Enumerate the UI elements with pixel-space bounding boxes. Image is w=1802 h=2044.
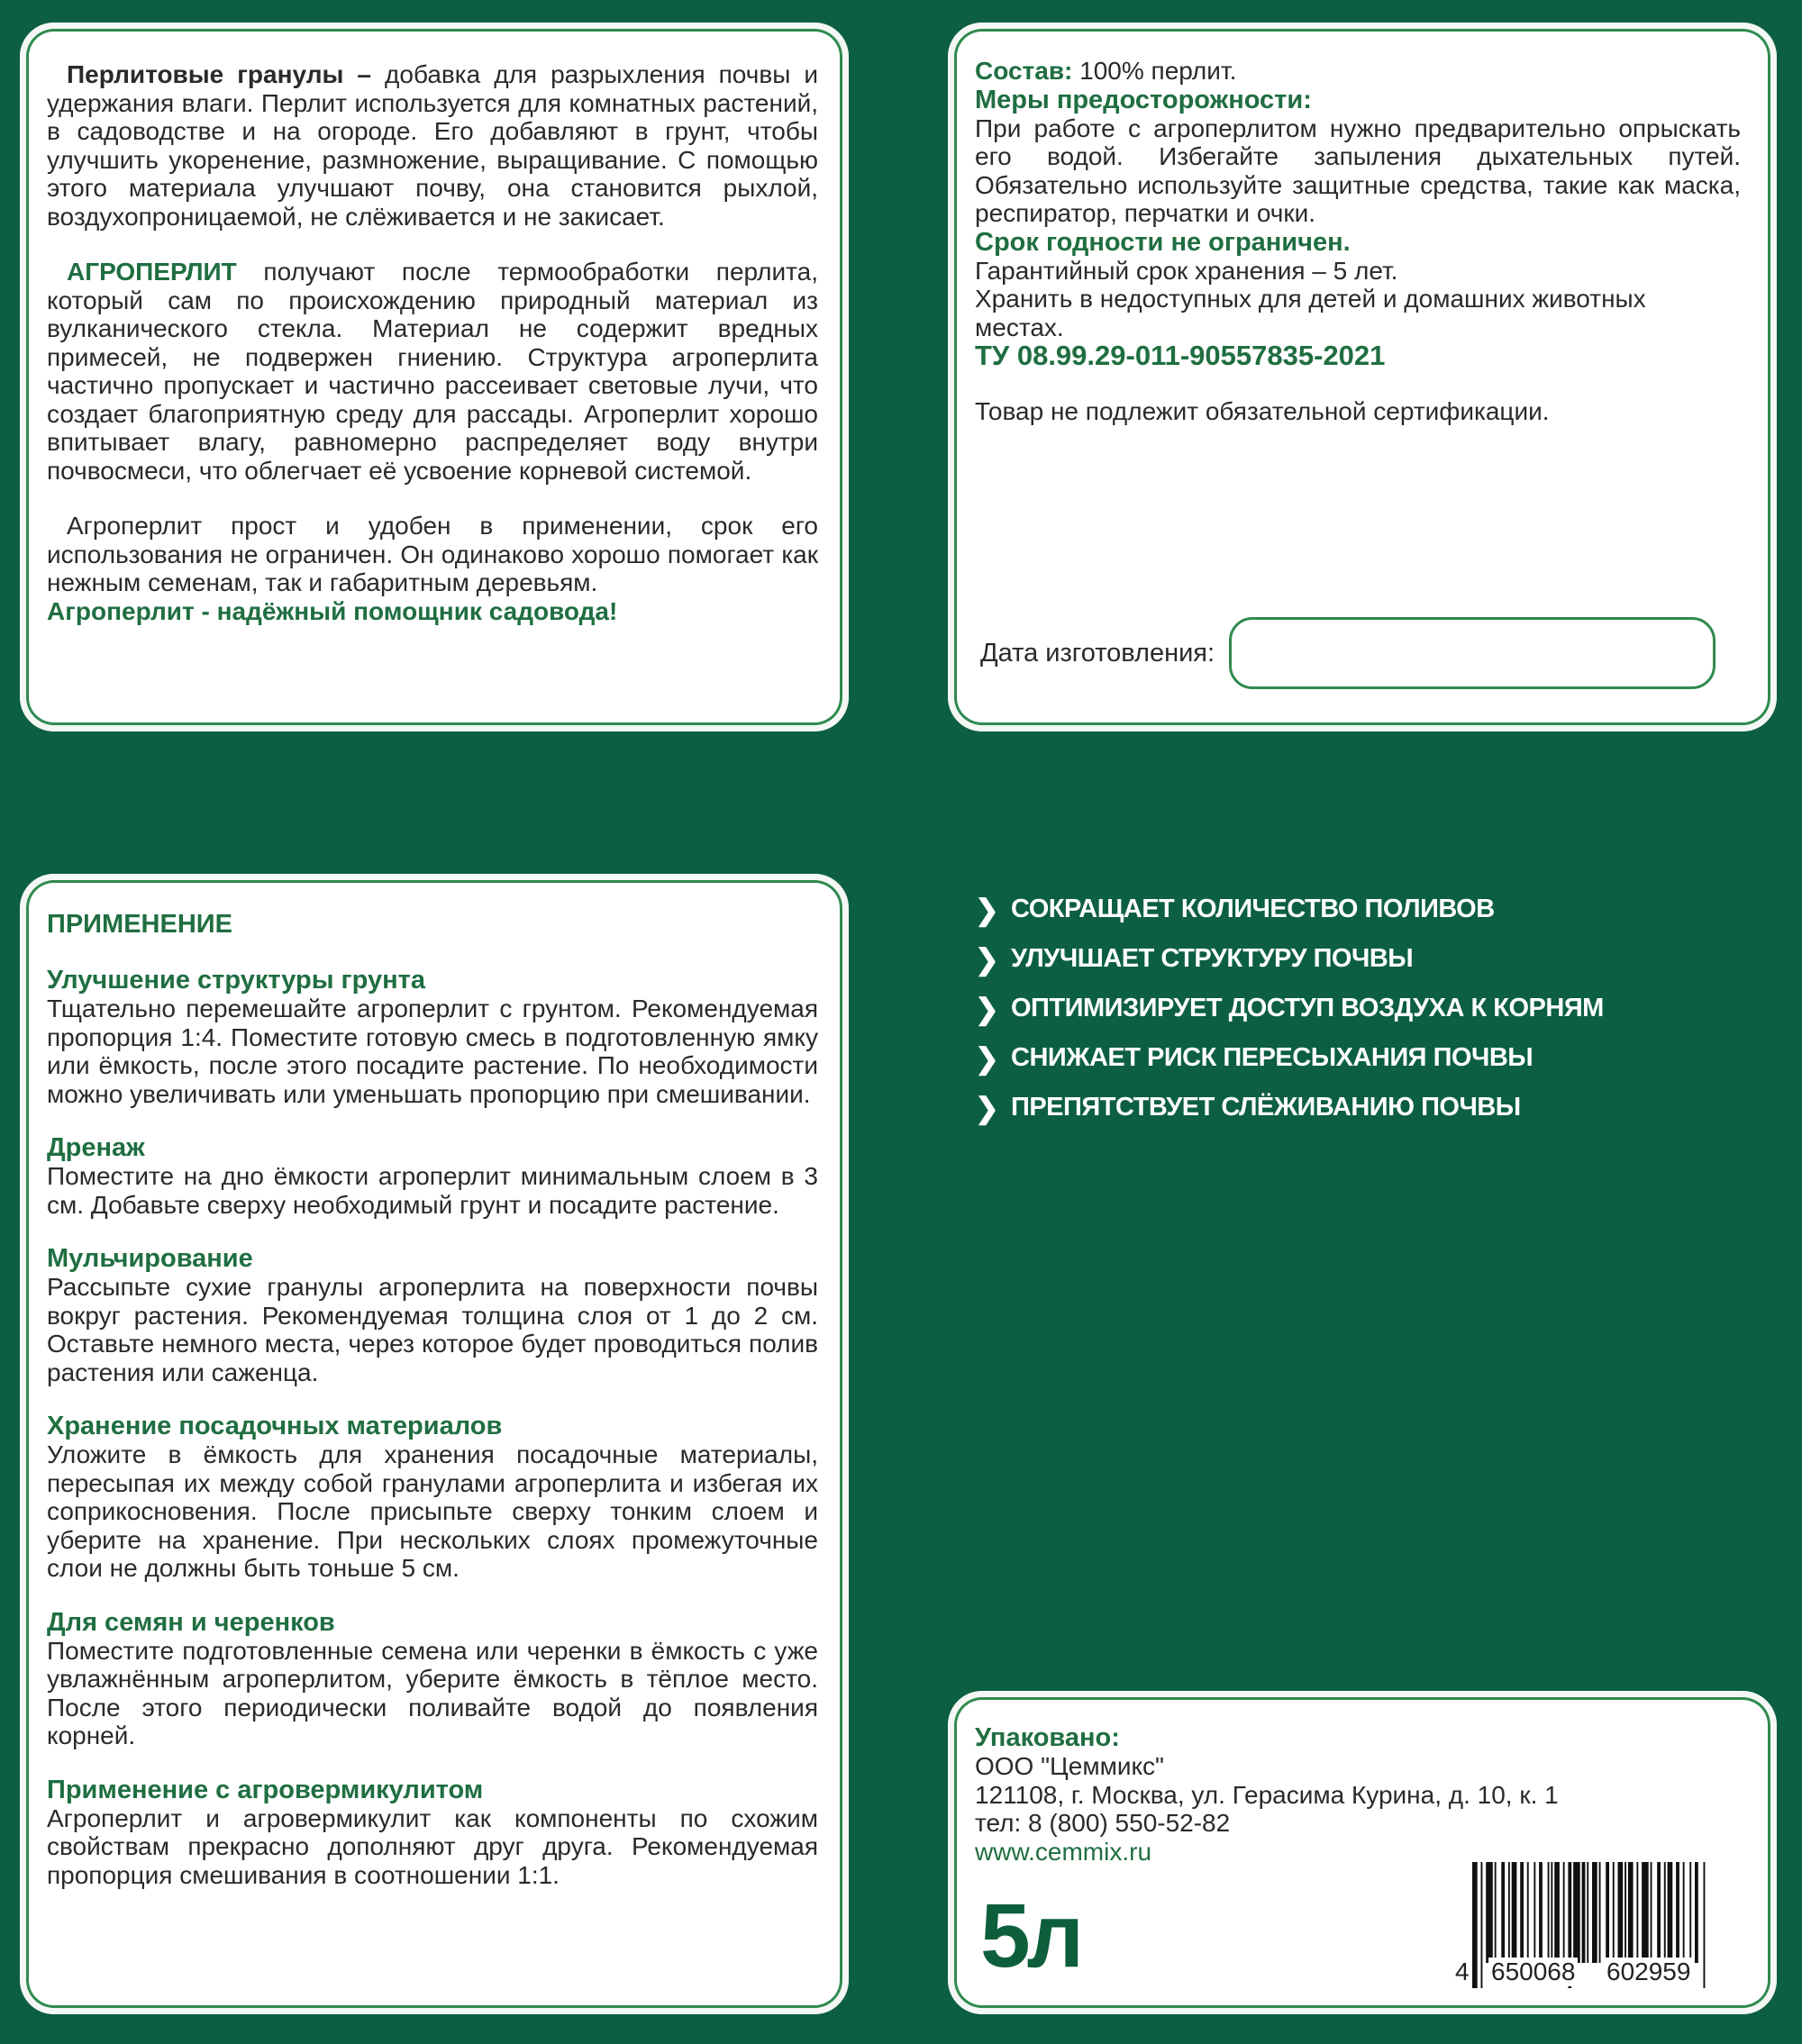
barcode-bar xyxy=(1582,1862,1586,1963)
intro-paragraph-1 xyxy=(47,60,818,231)
benefit-label: СОКРАЩАЕТ КОЛИЧЕСТВО ПОЛИВОВ xyxy=(1011,895,1495,923)
packer-company: ООО "Цеммикс" xyxy=(975,1752,1164,1780)
barcode-bar xyxy=(1695,1862,1698,1963)
barcode-bar xyxy=(1587,1862,1588,1963)
barcode-bar xyxy=(1606,1862,1609,1963)
usage-sections xyxy=(47,966,818,1889)
intro-paragraph-3: Агроперлит прост и удобен в применении, срок его использования не ограничен. Он одинаково хорошо помогает как нежным семенам, так и габаритным деревьям. xyxy=(47,512,818,596)
chevron-right-icon: ❯ xyxy=(975,1091,999,1124)
benefit-label: ПРЕПЯТСТВУЕТ СЛЁЖИВАНИЮ ПОЧВЫ xyxy=(1011,1093,1521,1122)
description-panel xyxy=(20,23,849,731)
benefit-label: УЛУЧШАЕТ СТРУКТУРУ ПОЧВЫ xyxy=(1011,944,1414,973)
barcode-bar xyxy=(1676,1862,1679,1963)
barcode-right-group: 602959 xyxy=(1604,1958,1693,1986)
packer-phone: тел: 8 (800) 550-52-82 xyxy=(975,1809,1231,1837)
benefit-item xyxy=(975,934,1604,984)
benefit-item xyxy=(975,1033,1604,1083)
barcode-bar xyxy=(1651,1862,1652,1963)
usage-section-text: Рассыпьте сухие гранулы агроперлита на поверхности почвы вокруг растения. Рекомендуемая толщина слоя от 1 до 2 см. Оставьте немного места, через которое будет проводиться полив растения или саженца. xyxy=(47,1273,818,1386)
packer-panel xyxy=(948,1691,1777,2014)
usage-section-text: Поместите на дно ёмкости агроперлит минимальным слоем в 3 см. Добавьте сверху необходимый грунт и посадите растение. xyxy=(47,1162,818,1219)
manufacture-date-label: Дата изготовления: xyxy=(980,638,1215,668)
intro-text: получают после термообработки перлита, который сам по происхождению природный материал из вулканического стекла. Материал не содержит вредных примесей, не подвержен гниению. Структура агроперлита частично пропускает и частично рассеивает световые лучи, что создает благоприятную среду для рассады. Агроперлит хорошо впитывает влагу, равномерно распределяет воду внутри почвосмеси, что облегчает её усвоение корневой системой. xyxy=(47,258,818,485)
precautions-title: Меры предосторожности: xyxy=(975,85,1312,114)
barcode-bar xyxy=(1683,1862,1685,1963)
usage-section-title: Для семян и черенков xyxy=(47,1607,335,1637)
benefit-item xyxy=(975,1083,1604,1132)
usage-section-text: Уложите в ёмкость для хранения посадочные материалы, пересыпая их между собой гранулами агроперлита и избегая их соприкосновения. После присыпьте сверху тонким слоем и уберите на хранение. При нескольких слоях промежуточные слои не должны быть тоньше 5 см. xyxy=(47,1440,818,1582)
benefit-label: СНИЖАЕТ РИСК ПЕРЕСЫХАНИЯ ПОЧВЫ xyxy=(1011,1043,1534,1072)
composition-label: Состав: xyxy=(975,57,1073,85)
composition-value: 100% перлит. xyxy=(1072,57,1237,85)
precautions-text: При работе с агроперлитом нужно предварительно опрыскать его водой. Избегайте запыления дыхательных путей. Обязательно используйте защитные средства, такие как маска, респиратор, перчатки и очки. xyxy=(975,114,1741,227)
barcode-bar xyxy=(1508,1862,1510,1963)
storage-line: Хранить в недоступных для детей и домашних животных местах. xyxy=(975,285,1646,341)
benefits-list xyxy=(975,885,1604,1132)
barcode-bar xyxy=(1554,1862,1560,1963)
barcode-bar xyxy=(1618,1862,1624,1963)
chevron-right-icon: ❯ xyxy=(975,942,999,976)
barcode-bar xyxy=(1704,1862,1706,1988)
chevron-right-icon: ❯ xyxy=(975,1041,999,1075)
slogan: Агроперлит - надёжный помощник садовода! xyxy=(47,596,618,625)
usage-section-title: Мульчирование xyxy=(47,1244,253,1273)
barcode-bar xyxy=(1501,1862,1505,1963)
manufacture-date-row xyxy=(980,617,1716,689)
barcode-bar xyxy=(1664,1862,1666,1963)
barcode-bar xyxy=(1563,1862,1565,1963)
barcode-bar xyxy=(1636,1862,1638,1963)
barcode-left-group: 650068 xyxy=(1488,1958,1578,1986)
brand-name: АГРОПЕРЛИТ xyxy=(67,258,237,286)
barcode-bar xyxy=(1592,1862,1597,1963)
usage-section-text: Поместите подготовленные семена или черенки в ёмкость с уже увлажнённым агроперлитом, уберите ёмкость в тёплое место. После этого периодически поливайте водой до появления корней. xyxy=(47,1636,818,1749)
intro-lead: Перлитовые гранулы – xyxy=(67,60,372,88)
shelf-life-line: Гарантийный срок хранения – 5 лет. xyxy=(975,256,1398,285)
barcode-bar xyxy=(1527,1862,1529,1963)
benefit-label: ОПТИМИЗИРУЕТ ДОСТУП ВОЗДУХА К КОРНЯМ xyxy=(1011,994,1604,1022)
barcode-bar xyxy=(1642,1862,1649,1963)
barcode-bar xyxy=(1539,1862,1543,1963)
barcode-bar xyxy=(1512,1862,1517,1963)
packer-title: Упаковано: xyxy=(975,1723,1120,1752)
volume-label: 5л xyxy=(980,1885,1081,1986)
chevron-right-icon: ❯ xyxy=(975,992,999,1025)
usage-section-title: Дренаж xyxy=(47,1133,145,1162)
manufacture-date-field xyxy=(1229,617,1716,689)
barcode-bar xyxy=(1613,1862,1615,1963)
tu-code: ТУ 08.99.29-011-90557835-2021 xyxy=(975,340,1386,371)
intro-paragraph-2 xyxy=(47,258,818,485)
packer-address: 121108, г. Москва, ул. Герасима Курина, д. 10, к. 1 xyxy=(975,1780,1559,1809)
barcode-bar xyxy=(1472,1862,1478,1988)
composition xyxy=(975,57,1741,86)
usage-panel xyxy=(20,874,849,2014)
barcode-bar xyxy=(1520,1862,1524,1963)
barcode-first-digit: 4 xyxy=(1452,1958,1472,1986)
usage-section-text: Тщательно перемешайте агроперлит с грунтом. Рекомендуемая пропорция 1:4. Поместите готовую смесь в подготовленную ямку или ёмкость, после этого посадите растение. По необходимости можно увеличивать или уменьшать пропорцию при смешивании. xyxy=(47,995,818,1108)
usage-section-title: Применение с агровермикулитом xyxy=(47,1775,484,1804)
barcode-bar xyxy=(1551,1862,1552,1963)
barcode-bar xyxy=(1668,1862,1673,1963)
website-link[interactable]: www.cemmix.ru xyxy=(975,1837,1152,1866)
barcode-bar xyxy=(1548,1862,1550,1963)
barcode-bar xyxy=(1481,1862,1483,1988)
shelf-life-title: Срок годности не ограничен. xyxy=(975,227,1351,257)
barcode-bar xyxy=(1599,1862,1601,1963)
barcode-bar xyxy=(1625,1862,1626,1963)
barcode-bar xyxy=(1628,1862,1634,1963)
barcode-bar xyxy=(1689,1862,1691,1963)
barcode-bar xyxy=(1657,1862,1661,1963)
intro-text: добавка для разрыхления почвы и удержания влаги. Перлит используется для комнатных растений, в садоводстве и на огороде. Его добавляют в грунт, чтобы улучшить укоренение, размножение, выращивание. С помощью этого материала улучшают почву, она становится рыхлой, воздухопроницаемой, не слёживается и не закисает. xyxy=(47,60,819,231)
usage-title: ПРИМЕНЕНИЕ xyxy=(47,910,232,939)
certification-note: Товар не подлежит обязательной сертификации. xyxy=(975,397,1550,425)
barcode-bar xyxy=(1486,1862,1493,1963)
benefit-item xyxy=(975,885,1604,934)
barcode-bar xyxy=(1495,1862,1497,1963)
usage-section-title: Улучшение структуры грунта xyxy=(47,966,425,995)
benefit-item xyxy=(975,984,1604,1033)
info-panel xyxy=(948,23,1777,731)
barcode-bar xyxy=(1573,1862,1580,1963)
usage-section-text: Агроперлит и агровермикулит как компоненты по схожим свойствам прекрасно дополняют друг друга. Рекомендуемая пропорция смешивания в соотношении 1:1. xyxy=(47,1803,818,1889)
barcode-bar xyxy=(1534,1862,1535,1963)
usage-section-title: Хранение посадочных материалов xyxy=(47,1412,503,1440)
chevron-right-icon: ❯ xyxy=(975,893,999,926)
